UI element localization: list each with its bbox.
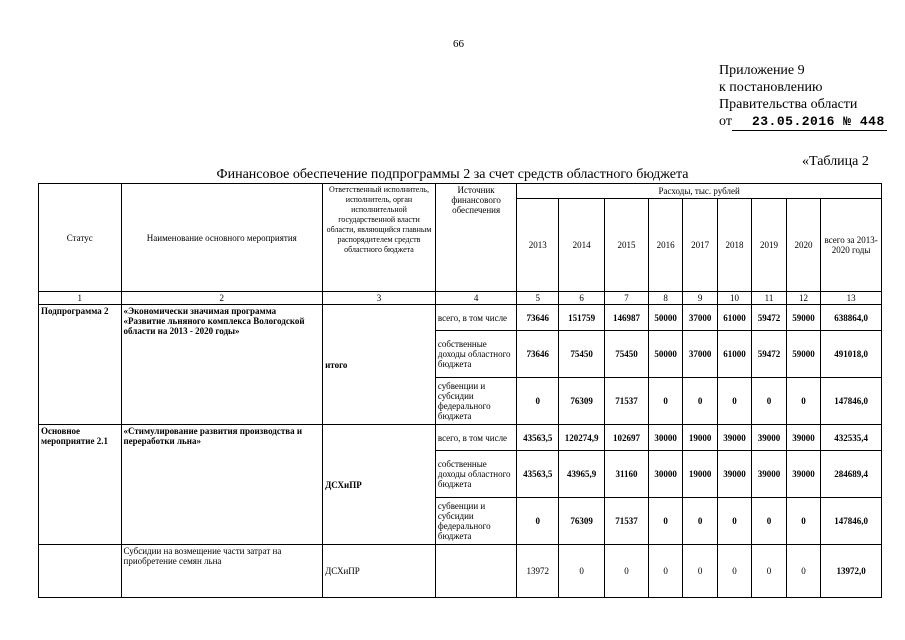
value-cell: 39000 <box>717 451 751 498</box>
appendix-line-3: Правительства области <box>719 97 858 112</box>
value-cell: 0 <box>683 545 717 598</box>
value-cell: 59000 <box>786 305 820 331</box>
name-cell: «Стимулирование развития производства и переработки льна» <box>121 425 323 545</box>
table-row <box>39 545 882 598</box>
value-cell: 151759 <box>559 305 605 331</box>
executor-cell: ДСХиПР <box>323 545 436 598</box>
column-number: 8 <box>648 292 682 305</box>
table-label: «Таблица 2 <box>802 154 869 169</box>
value-cell: 0 <box>648 498 682 545</box>
value-cell: 13972 <box>517 545 559 598</box>
value-cell: 61000 <box>717 305 751 331</box>
source-cell: субвенции и субсидии федерального бюджета <box>435 498 516 545</box>
source-cell <box>435 545 516 598</box>
value-cell: 0 <box>517 378 559 425</box>
value-cell: 638864,0 <box>821 305 882 331</box>
value-cell: 71537 <box>605 378 649 425</box>
value-cell: 71537 <box>605 498 649 545</box>
column-number: 6 <box>559 292 605 305</box>
value-cell: 146987 <box>605 305 649 331</box>
value-cell: 75450 <box>559 331 605 378</box>
value-cell: 73646 <box>517 305 559 331</box>
value-cell: 0 <box>683 498 717 545</box>
column-number: 10 <box>717 292 751 305</box>
column-number: 9 <box>683 292 717 305</box>
value-cell: 61000 <box>717 331 751 378</box>
header-executor: Ответственный исполнитель, исполнитель, орган исполнительной государственной власти области, являющийся главным распорядителем средств областного бюджета <box>323 184 436 292</box>
appendix-block <box>719 62 887 131</box>
appendix-line-1: Приложение 9 <box>719 63 805 78</box>
header-year: 2014 <box>559 199 605 292</box>
name-cell: «Экономически значимая программа «Развитие льняного комплекса Вологодской области на 2013 - 2020 годы» <box>121 305 323 425</box>
source-cell: субвенции и субсидии федерального бюджета <box>435 378 516 425</box>
value-cell: 43563,5 <box>517 451 559 498</box>
value-cell: 50000 <box>648 331 682 378</box>
value-cell: 0 <box>717 498 751 545</box>
column-number: 4 <box>435 292 516 305</box>
source-cell: всего, в том числе <box>435 425 516 451</box>
page-number: 66 <box>453 38 464 50</box>
value-cell: 120274,9 <box>559 425 605 451</box>
column-number: 1 <box>39 292 122 305</box>
value-cell: 0 <box>605 545 649 598</box>
appendix-date-line <box>719 113 887 131</box>
value-cell: 30000 <box>648 425 682 451</box>
value-cell: 13972,0 <box>821 545 882 598</box>
value-cell: 432535,4 <box>821 425 882 451</box>
header-name: Наименование основного мероприятия <box>121 184 323 292</box>
table-row <box>39 425 882 451</box>
value-cell: 43965,9 <box>559 451 605 498</box>
value-cell: 50000 <box>648 305 682 331</box>
value-cell: 0 <box>683 378 717 425</box>
value-cell: 284689,4 <box>821 451 882 498</box>
value-cell: 31160 <box>605 451 649 498</box>
value-cell: 59472 <box>752 331 786 378</box>
value-cell: 37000 <box>683 305 717 331</box>
column-number: 5 <box>517 292 559 305</box>
value-cell: 102697 <box>605 425 649 451</box>
header-status: Статус <box>39 184 122 292</box>
value-cell: 0 <box>752 498 786 545</box>
table-title: Финансовое обеспечение подпрограммы 2 за счет средств областного бюджета <box>216 167 689 182</box>
column-number: 12 <box>786 292 820 305</box>
value-cell: 39000 <box>717 425 751 451</box>
executor-cell: итого <box>323 305 436 425</box>
header-expenses: Расходы, тыс. рублей <box>517 184 882 199</box>
value-cell: 30000 <box>648 451 682 498</box>
value-cell: 0 <box>717 378 751 425</box>
source-cell: всего, в том числе <box>435 305 516 331</box>
value-cell: 37000 <box>683 331 717 378</box>
appendix-date-prefix: от <box>719 114 732 129</box>
header-row <box>39 184 882 199</box>
header-source: Источник финансового обеспечения <box>435 184 516 292</box>
header-year: 2016 <box>648 199 682 292</box>
source-cell: собственные доходы областного бюджета <box>435 451 516 498</box>
column-numbers-row <box>39 292 882 305</box>
header-year: 2015 <box>605 199 649 292</box>
value-cell: 73646 <box>517 331 559 378</box>
financing-table <box>38 183 882 598</box>
value-cell: 147846,0 <box>821 378 882 425</box>
column-number: 11 <box>752 292 786 305</box>
table-row <box>39 305 882 331</box>
name-cell: Субсидии на возмещение части затрат на приобретение семян льна <box>121 545 323 598</box>
value-cell: 147846,0 <box>821 498 882 545</box>
value-cell: 491018,0 <box>821 331 882 378</box>
value-cell: 0 <box>786 498 820 545</box>
value-cell: 0 <box>517 498 559 545</box>
value-cell: 0 <box>786 545 820 598</box>
value-cell: 59000 <box>786 331 820 378</box>
header-year: 2019 <box>752 199 786 292</box>
value-cell: 0 <box>717 545 751 598</box>
source-cell: собственные доходы областного бюджета <box>435 331 516 378</box>
value-cell: 59472 <box>752 305 786 331</box>
executor-cell: ДСХиПР <box>323 425 436 545</box>
header-year: 2017 <box>683 199 717 292</box>
value-cell: 19000 <box>683 425 717 451</box>
column-number: 2 <box>121 292 323 305</box>
value-cell: 0 <box>786 378 820 425</box>
header-year: 2013 <box>517 199 559 292</box>
status-cell: Основное мероприятие 2.1 <box>39 425 122 545</box>
status-cell: Подпрограмма 2 <box>39 305 122 425</box>
column-number: 7 <box>605 292 649 305</box>
value-cell: 0 <box>559 545 605 598</box>
value-cell: 75450 <box>605 331 649 378</box>
column-number: 3 <box>323 292 436 305</box>
value-cell: 39000 <box>786 425 820 451</box>
value-cell: 0 <box>648 378 682 425</box>
value-cell: 43563,5 <box>517 425 559 451</box>
value-cell: 39000 <box>752 425 786 451</box>
header-year: 2018 <box>717 199 751 292</box>
appendix-date-stamp: 23.05.2016 № 448 <box>732 113 887 131</box>
value-cell: 0 <box>648 545 682 598</box>
header-year: 2020 <box>786 199 820 292</box>
header-total: всего за 2013-2020 годы <box>821 199 882 292</box>
value-cell: 0 <box>752 378 786 425</box>
value-cell: 76309 <box>559 378 605 425</box>
status-cell <box>39 545 122 598</box>
value-cell: 76309 <box>559 498 605 545</box>
value-cell: 19000 <box>683 451 717 498</box>
value-cell: 39000 <box>752 451 786 498</box>
column-number: 13 <box>821 292 882 305</box>
value-cell: 0 <box>752 545 786 598</box>
value-cell: 39000 <box>786 451 820 498</box>
appendix-line-2: к постановлению <box>719 80 823 95</box>
